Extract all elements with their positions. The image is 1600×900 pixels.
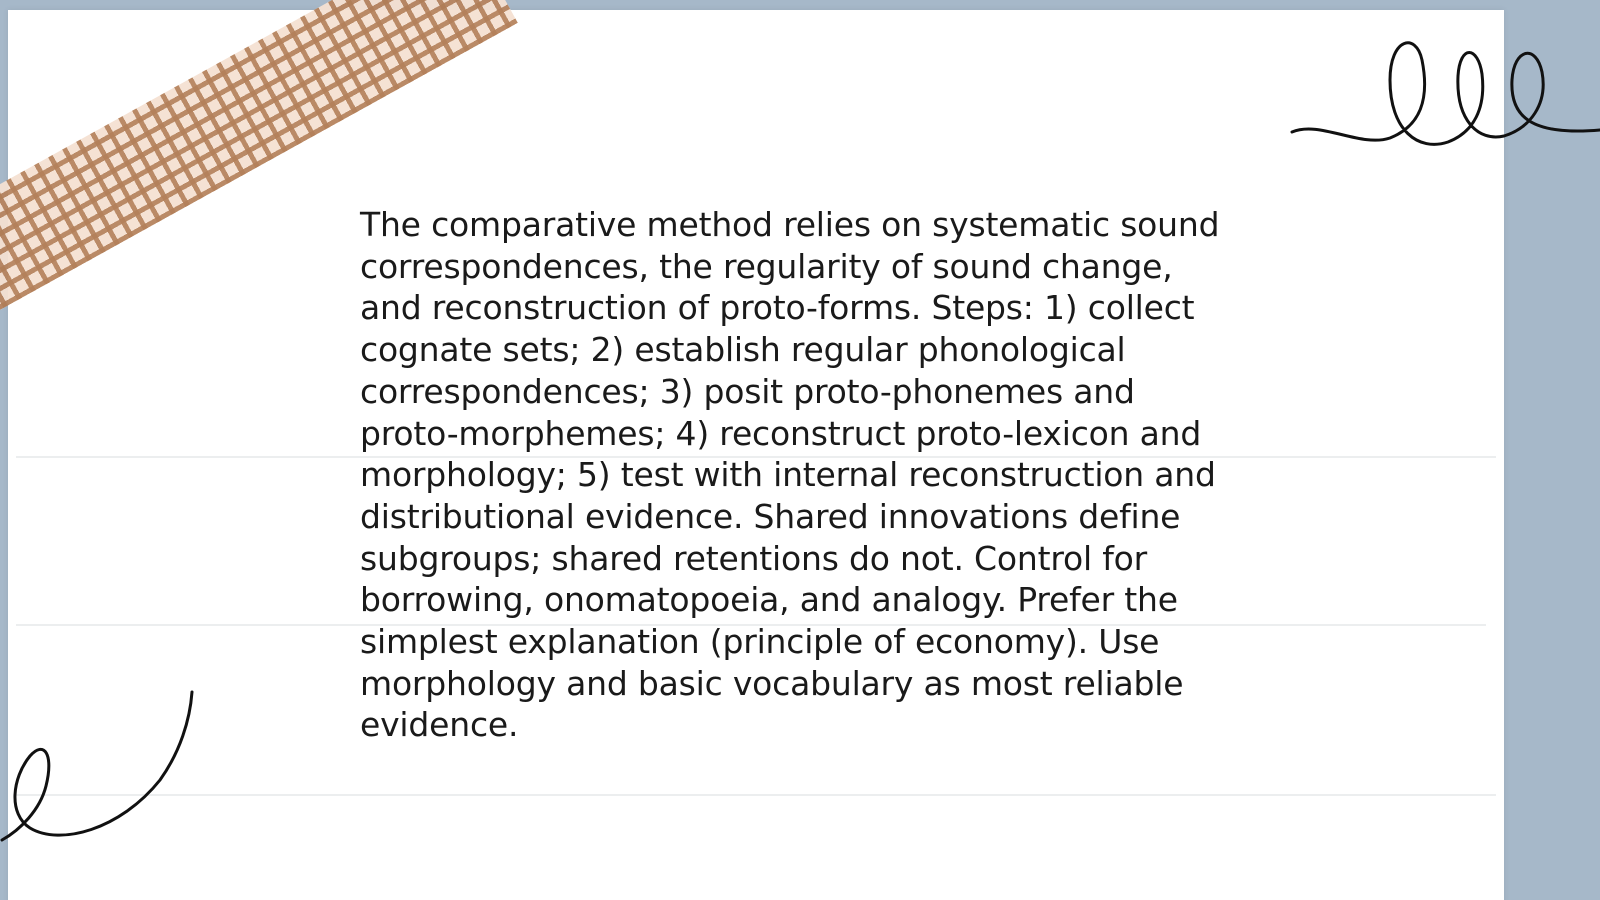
swirl-scribble-icon <box>0 690 200 850</box>
loop-scribble-icon <box>1290 30 1600 160</box>
body-paragraph: The comparative method relies on systematic sound correspondences, the regularity of sound change, and reconstruction of proto-forms. Steps: 1) collect cognate sets; 2) establish regular phonological correspondences; 3) posit proto-phonemes and proto-morphemes; 4) reconstruct proto-lexicon and morphology; 5) test with internal reconstruction and distributional evidence. Shared innovations define subgroups; shared retentions do not. Control for borrowing, onomatopoeia, and analogy. Prefer the simplest explanation (principle of economy). Use morphology and basic vocabulary as most reliable evidence. <box>360 205 1220 745</box>
ruled-line <box>16 794 1496 796</box>
